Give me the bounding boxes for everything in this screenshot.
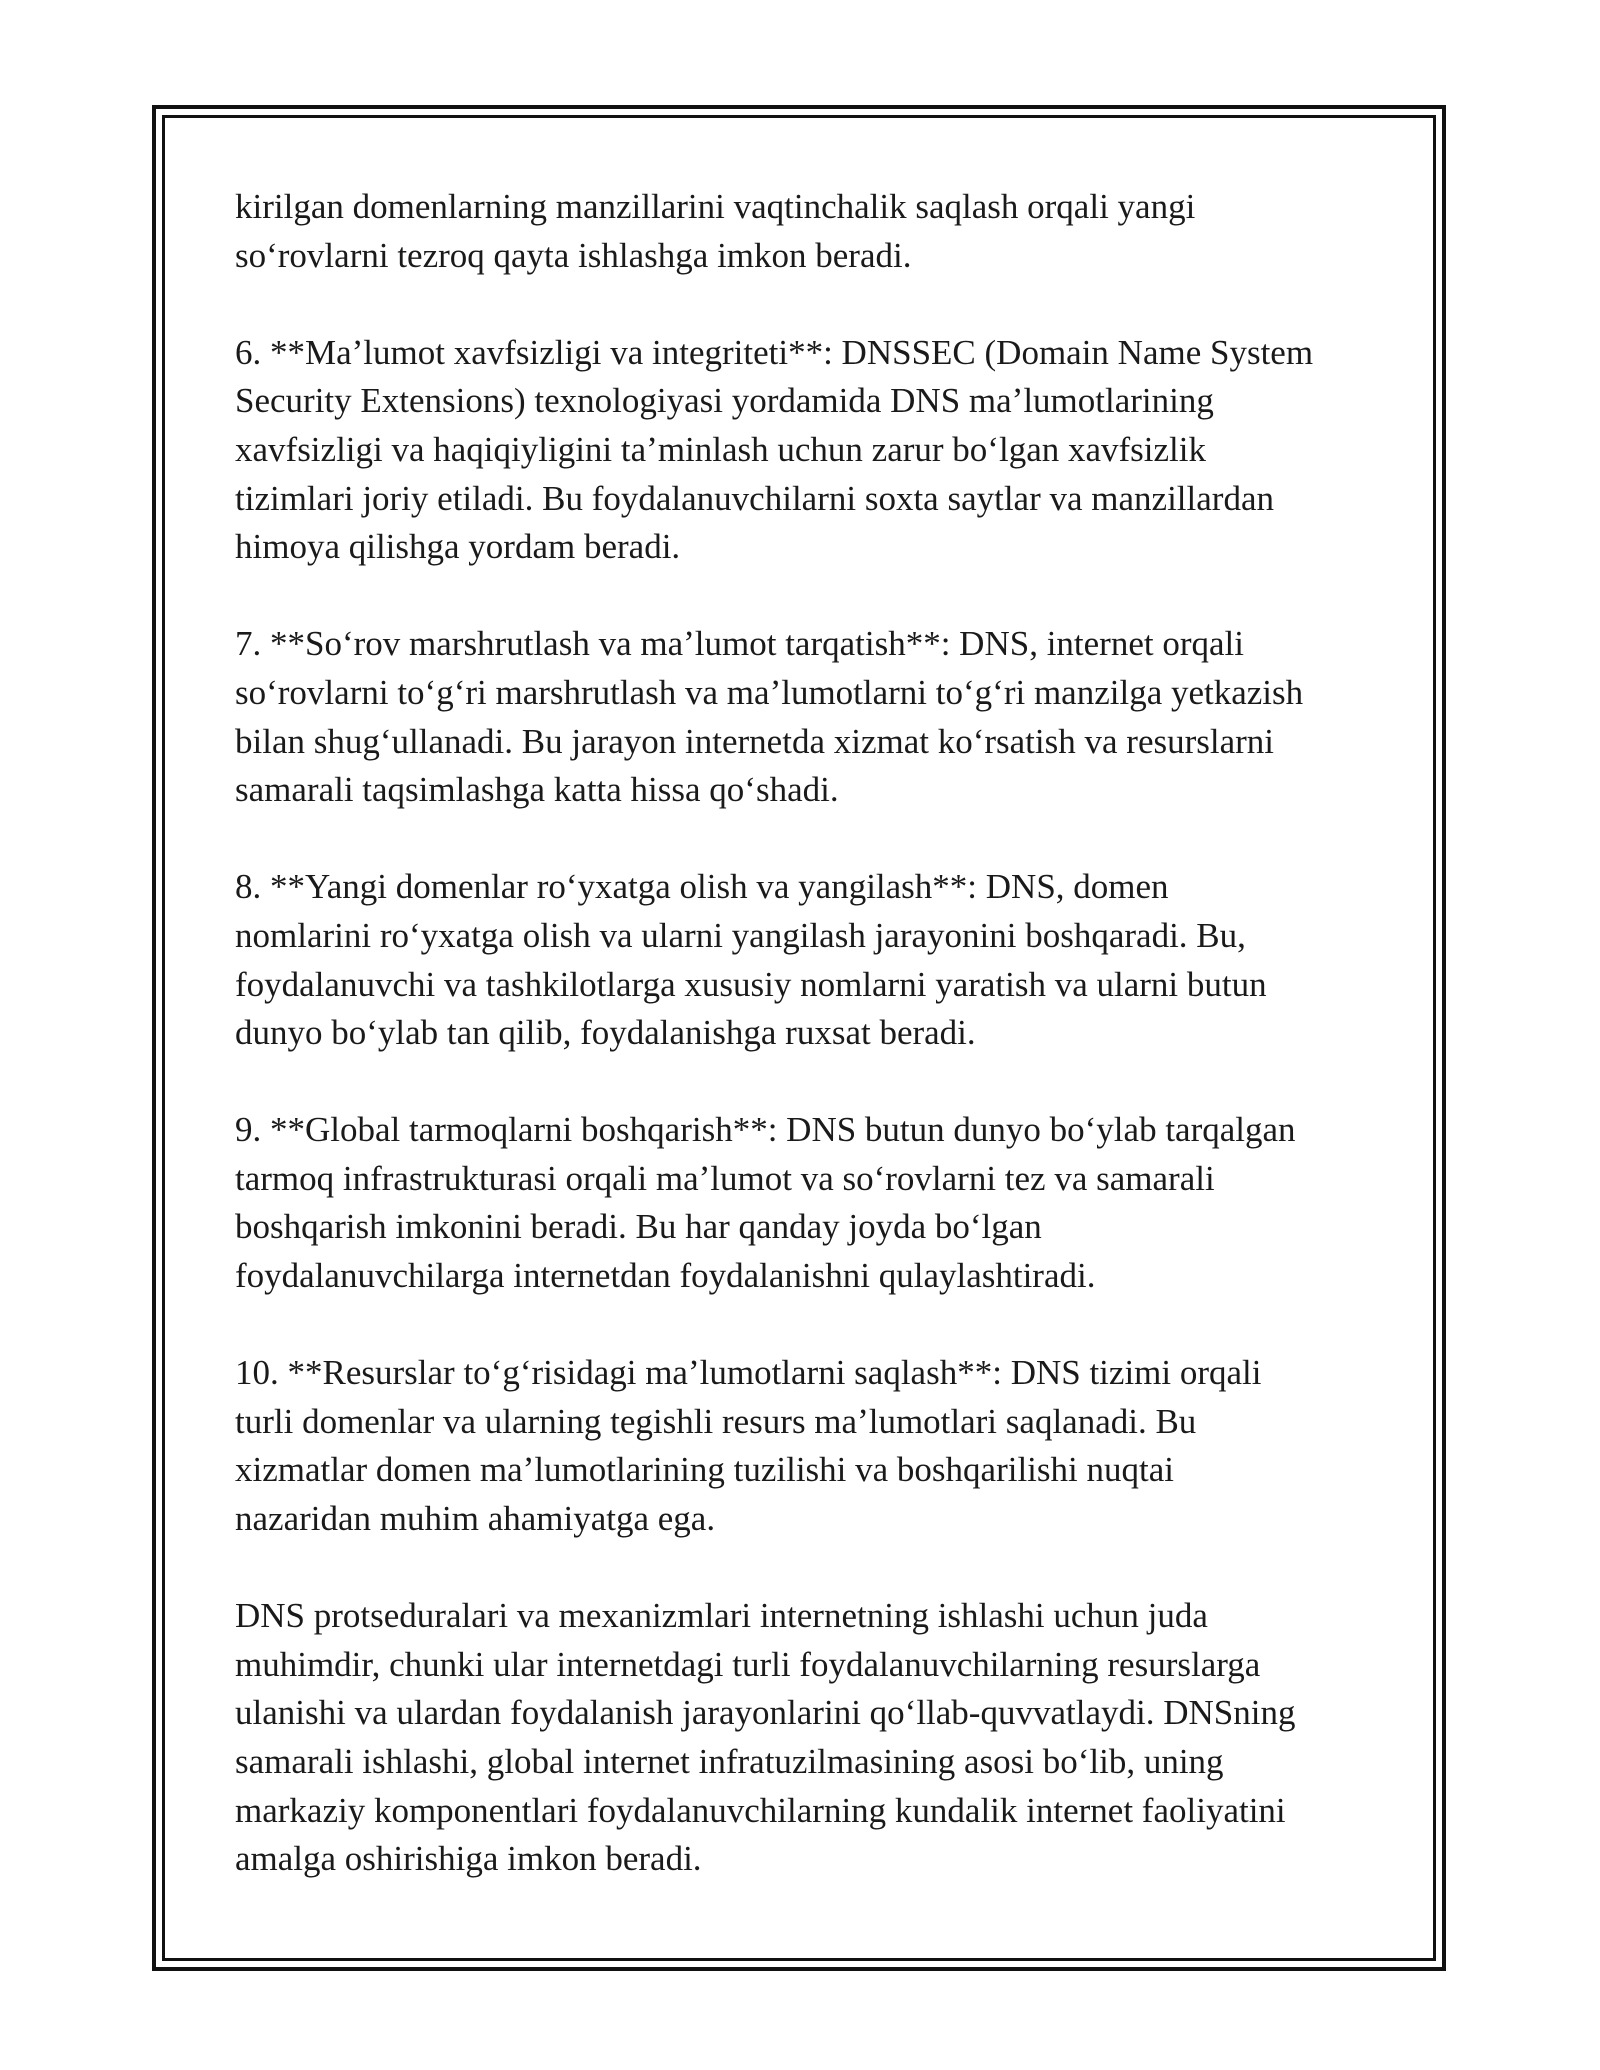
document-body [235, 183, 1375, 1884]
paragraph-item-8: 8. **Yangi domenlar roʻyxatga olish va yangilash**: DNS, domen nomlarini roʻyxatga olish va ularni yangilash jarayonini boshqaradi. Bu, foydalanuvchi va tashkilotlarga xususiy nomlarni yaratish va ularni butun dunyo boʻylab tan qilib, foydalanishga ruxsat beradi. [235, 867, 1267, 1053]
paragraph-item-10: 10. **Resurslar toʻgʻrisidagi maʼlumotlarni saqlash**: DNS tizimi orqali turli domenlar va ularning tegishli resurs maʼlumotlari saqlanadi. Bu xizmatlar domen maʼlumotlarining tuzilishi va boshqarilishi nuqtai nazaridan muhim ahamiyatga ega. [235, 1353, 1262, 1539]
paragraph-item-7: 7. **Soʻrov marshrutlash va maʼlumot tarqatish**: DNS, internet orqali soʻrovlarni toʻgʻri marshrutlash va maʼlumotlarni toʻgʻri manzilga yetkazish bilan shugʻullanadi. Bu jarayon internetda xizmat koʻrsatish va resurslarni samarali taqsimlashga katta hissa qoʻshadi. [235, 624, 1304, 810]
paragraph-item-6: 6. **Maʼlumot xavfsizligi va integriteti**: DNSSEC (Domain Name System Security Extensions) texnologiyasi yordamida DNS maʼlumotlarining xavfsizligi va haqiqiyligini taʼminlash uchun zarur boʻlgan xavfsizlik tizimlari joriy etiladi. Bu foydalanuvchilarni soxta saytlar va manzillardan himoya qilishga yordam beradi. [235, 332, 1314, 567]
paragraph-item-9: 9. **Global tarmoqlarni boshqarish**: DNS butun dunyo boʻylab tarqalgan tarmoq infrastrukturasi orqali maʼlumot va soʻrovlarni tez va samarali boshqarish imkonini beradi. Bu har qanday joyda boʻlgan foydalanuvchilarga internetdan foydalanishni qulaylashtiradi. [235, 1110, 1296, 1296]
paragraph-continuation: kirilgan domenlarning manzillarini vaqtinchalik saqlash orqali yangi soʻrovlarni tezroq qayta ishlashga imkon beradi. [235, 187, 1196, 275]
paragraph-conclusion: DNS protseduralari va mexanizmlari internetning ishlashi uchun juda muhimdir, chunki ular internetdagi turli foydalanuvchilarning resurslarga ulanishi va ulardan foydalanish jarayonlarini qoʻllab-quvvatlaydi. DNSning samarali ishlashi, global internet infratuzilmasining asosi boʻlib, uning markaziy komponentlari foydalanuvchilarning kundalik internet faoliyatini amalga oshirishiga imkon beradi. [235, 1596, 1296, 1879]
